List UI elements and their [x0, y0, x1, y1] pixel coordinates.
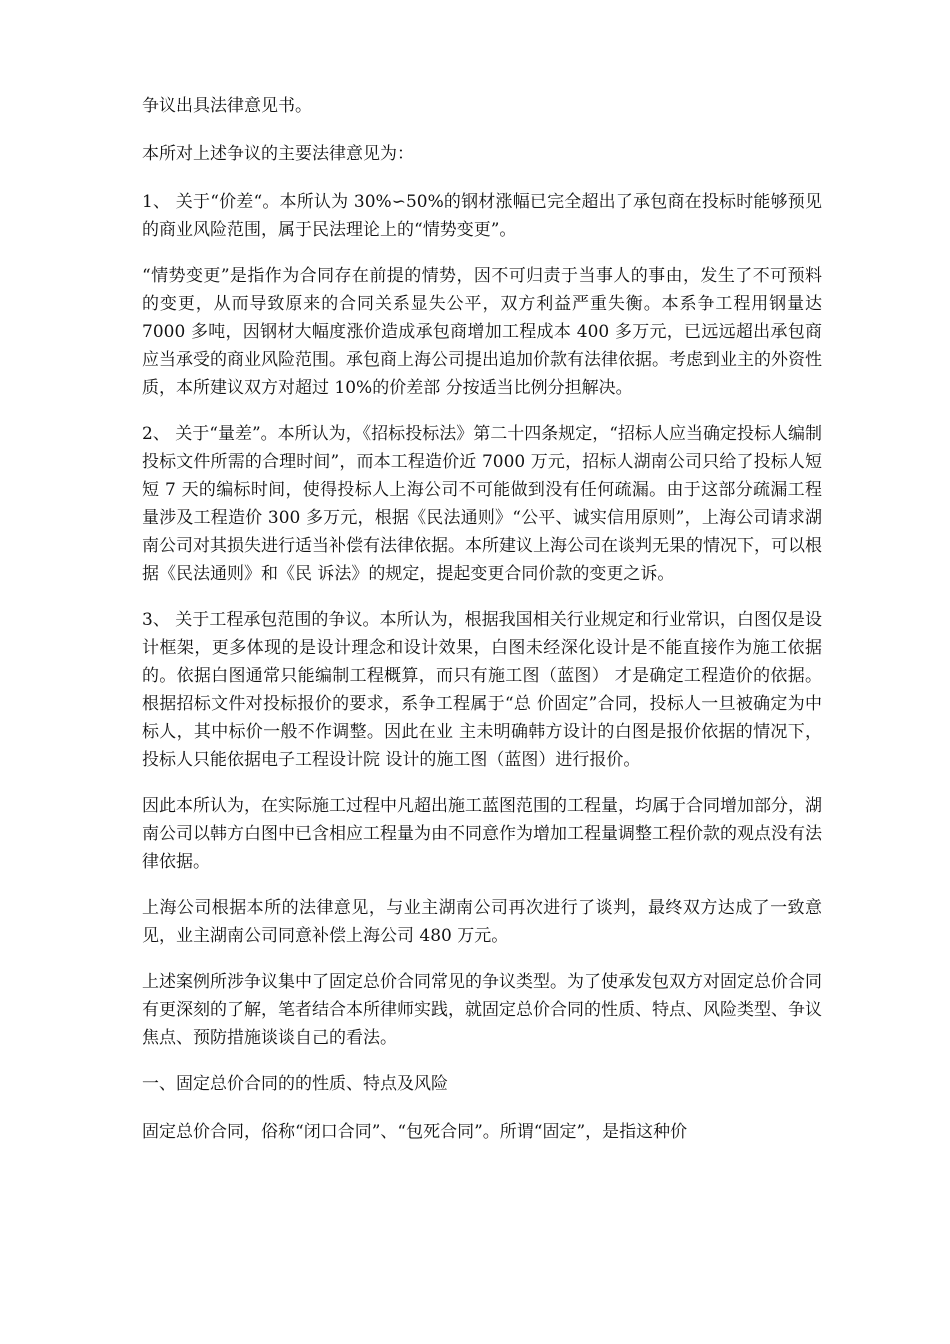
paragraph-intro-fragment: 争议出具法律意见书。 — [142, 96, 312, 116]
paragraph-change-of-circumstances: “情势变更”是指作为合同存在前提的情势，因不可归责于当事人的事由，发生了不可预料的变更，从而导致原来的合同关系显失公平，双方利益严重失衡。本系争工程用钢量达 7000 多吨，因钢材大幅度涨价造成承包商增加工程成本 400 多万元，已远远超出承包商应当承受的商业风险范围。承包商上海公司提出追加价款有法律依据。考虑到业主的外资性质，本所建议双方对超过 10%的价差部 分按适当比例分担解决。 — [142, 266, 822, 398]
paragraph-opinion-heading: 本所对上述争议的主要法律意见为： — [142, 144, 414, 164]
paragraph-contract-scope: 3、 关于工程承包范围的争议。本所认为，根据我国相关行业规定和行业常识，白图仅是设计框架，更多体现的是设计理念和设计效果，白图未经深化设计是不能直接作为施工依据的。依据白图通常只能编制工程概算，而只有施工图（蓝图） 才是确定工程造价的依据。根据招标文件对投标报价的要求，系争工程属于“总 价固定”合同，投标人一旦被确定为中标人，其中标价一般不作调整。因此在业 主未明确韩方设计的白图是报价依据的情况下，投标人只能依据电子工程设计院 设计的施工图（蓝图）进行报价。 — [142, 610, 822, 770]
paragraph-conclusion-scope: 因此本所认为，在实际施工过程中凡超出施工蓝图范围的工程量，均属于合同增加部分，湖南公司以韩方白图中已含相应工程量为由不同意作为增加工程量调整工程价款的观点没有法律依据。 — [142, 796, 822, 872]
paragraph-fixed-price-definition: 固定总价合同，俗称“闭口合同”、“包死合同”。所谓“固定”，是指这种价 — [142, 1122, 688, 1142]
paragraph-case-summary: 上述案例所涉争议集中了固定总价合同常见的争议类型。为了使承发包双方对固定总价合同有更深刻的了解，笔者结合本所律师实践，就固定总价合同的性质、特点、风险类型、争议焦点、预防措施谈谈自己的看法。 — [142, 972, 822, 1048]
paragraph-price-difference: 1、 关于“价差“。本所认为 30%∽50%的钢材涨幅已完全超出了承包商在投标时能够预见的商业风险范围，属于民法理论上的“情势变更”。 — [142, 192, 822, 240]
paragraph-quantity-difference: 2、 关于“量差”。本所认为，《招标投标法》第二十四条规定，“招标人应当确定投标人编制投标文件所需的合理时间”，而本工程造价近 7000 万元，招标人湖南公司只给了投标人短短 7 天的编标时间，使得投标人上海公司不可能做到没有任何疏漏。由于这部分疏漏工程量涉及工程造价 300 多万元，根据《民法通则》“公平、诚实信用原则”，上海公司请求湖南公司对其损失进行适当补偿有法律依据。本所建议上海公司在谈判无果的情况下，可以根据《民法通则》和《民 诉法》的规定，提起变更合同价款的变更之诉。 — [142, 424, 822, 584]
paragraph-negotiation-result: 上海公司根据本所的法律意见，与业主湖南公司再次进行了谈判，最终双方达成了一致意见，业主湖南公司同意补偿上海公司 480 万元。 — [142, 898, 822, 946]
document-page — [142, 92, 822, 1166]
section-heading-fixed-price-contract: 一、固定总价合同的的性质、特点及风险 — [142, 1074, 448, 1094]
